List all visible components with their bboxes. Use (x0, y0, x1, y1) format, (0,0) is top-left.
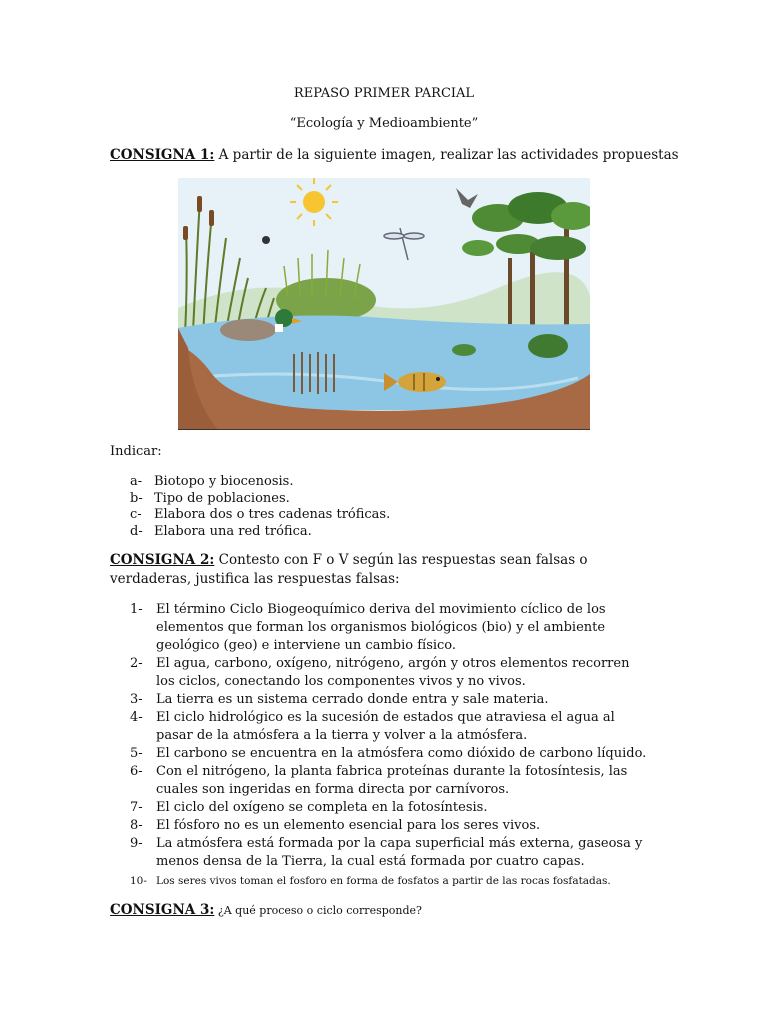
true-false-list (130, 601, 650, 890)
consigna-2 (110, 551, 650, 589)
consigna-1 (110, 146, 679, 165)
consigna-2-text: Contesto con F o V según las respuestas sean falsas o verdaderas, justifica las respuestas falsas: (110, 552, 588, 587)
list-item: 6- Con el nitrógeno, la planta fabrica proteínas durante la fotosíntesis, las cuales son ingeridas en forma directa por carnívoros. (130, 764, 628, 797)
consigna-3-label: CONSIGNA 3: (110, 902, 215, 918)
list-item: d- Elabora una red trófica. (130, 523, 312, 539)
consigna-1-text: A partir de la siguiente imagen, realizar las actividades propuestas (214, 147, 679, 163)
document-title: REPASO PRIMER PARCIAL (293, 86, 475, 101)
list-item: 1- El término Ciclo Biogeoquímico deriva del movimiento cíclico de los elementos que forman los organismos biológicos (bio) y el ambiente geológico (geo) e interviene un cambio físico. (130, 602, 606, 653)
list-item: 10- Los seres vivos toman el fosforo en forma de fosfatos a partir de las rocas fosfatadas. (130, 875, 611, 887)
list-item: 8- El fósforo no es un elemento esencial para los seres vivos. (130, 818, 541, 833)
list-item: c- Elabora dos o tres cadenas tróficas. (130, 507, 391, 522)
indicar-label: Indicar: (110, 444, 162, 459)
spider-icon (262, 236, 270, 244)
list-item: 2- El agua, carbono, oxígeno, nitrógeno, argón y otros elementos recorren los ciclos, conectando los componentes vivos y no vivos. (130, 656, 630, 689)
document-subtitle: “Ecología y Medioambiente” (289, 116, 479, 131)
indicar-list (130, 474, 390, 540)
list-item: 9- La atmósfera está formada por la capa superficial más externa, gaseosa y menos densa de la Tierra, la cual está formada por cuatro capas. (130, 836, 643, 869)
list-item: a- Biotopo y biocenosis. (130, 474, 294, 489)
consigna-3 (110, 901, 422, 920)
list-item: 4- El ciclo hidrológico es la sucesión de estados que atraviesa el agua al pasar de la atmósfera a la tierra y volver a la atmósfera. (130, 710, 615, 743)
consigna-2-label: CONSIGNA 2: (110, 552, 215, 568)
list-item: 7- El ciclo del oxígeno se completa en la fotosíntesis. (130, 800, 488, 815)
consigna-1-label: CONSIGNA 1: (110, 147, 215, 163)
pond-ecosystem-illustration (178, 178, 590, 430)
list-item: b- Tipo de poblaciones. (130, 490, 290, 506)
list-item: 5- El carbono se encuentra en la atmósfera como dióxido de carbono líquido. (130, 746, 647, 761)
list-item: 3- La tierra es un sistema cerrado donde entra y sale materia. (130, 692, 549, 707)
consigna-3-text: ¿A qué proceso o ciclo corresponde? (214, 904, 422, 917)
